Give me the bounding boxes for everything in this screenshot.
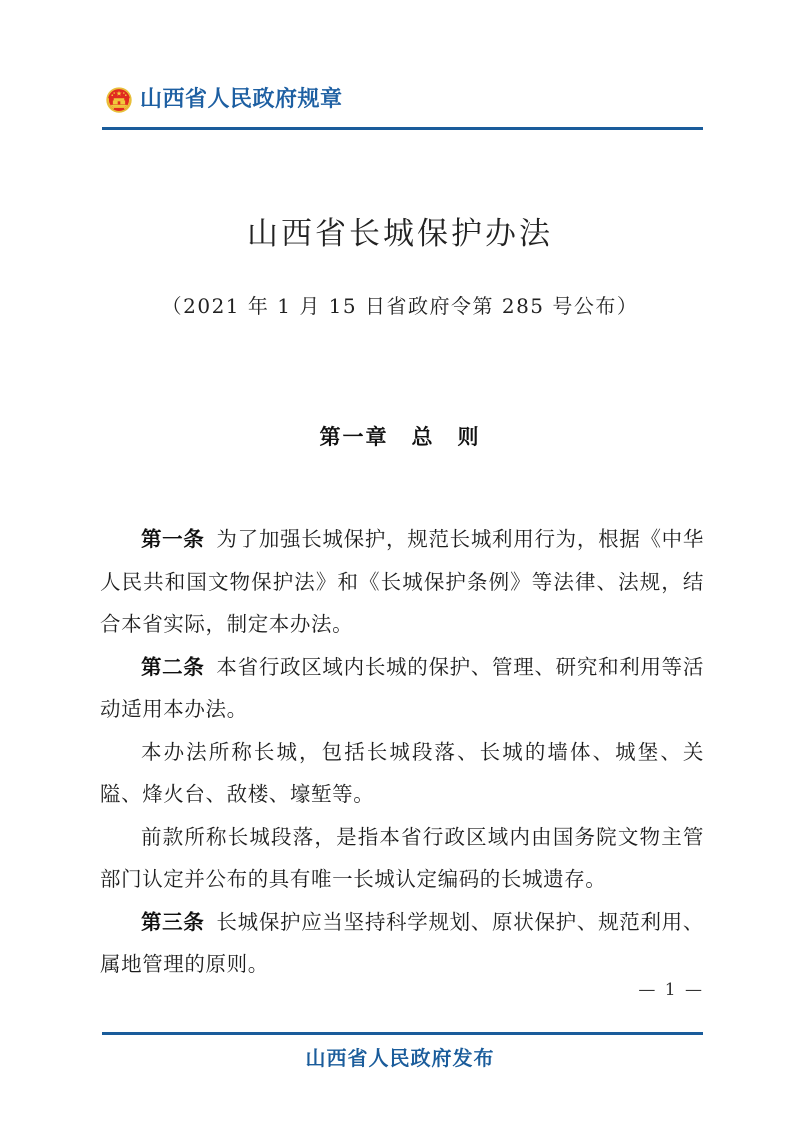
- article-paragraph: [100, 901, 704, 986]
- publisher-footer: 山西省人民政府发布: [305, 1046, 495, 1070]
- article-text: 前款所称长城段落，是指本省行政区域内由国务院文物主管部门认定并公布的具有唯一长城认定编码的长城遗存。: [100, 824, 704, 891]
- header-title: 山西省人民政府规章: [140, 87, 343, 112]
- page-number: — 1 —: [638, 980, 704, 1000]
- document-title: 山西省长城保护办法: [247, 216, 553, 252]
- document-subtitle: （2021 年 1 月 15 日省政府令第 285 号公布）: [161, 294, 639, 318]
- document-header: [105, 82, 705, 118]
- article-text: 为了加强长城保护，规范长城利用行为，根据《中华人民共和国文物保护法》和《长城保护条例》等法律、法规，结合本省实际，制定本办法。: [100, 527, 704, 636]
- article-text: 本省行政区域内长城的保护、管理、研究和利用等活动适用本办法。: [100, 654, 704, 721]
- article-paragraph: [100, 518, 704, 646]
- article-number: 第三条: [141, 909, 205, 934]
- article-paragraph: [100, 816, 704, 901]
- article-text: 长城保护应当坚持科学规划、原状保护、规范利用、属地管理的原则。: [100, 909, 704, 976]
- document-body: [100, 518, 704, 986]
- national-emblem-icon: [105, 86, 133, 114]
- article-number: 第一条: [141, 527, 205, 551]
- article-paragraph: [100, 731, 704, 816]
- header-divider: [102, 127, 703, 130]
- chapter-heading: 第一章 总 则: [319, 425, 481, 449]
- article-number: 第二条: [141, 654, 205, 679]
- article-paragraph: [100, 646, 704, 731]
- article-text: 本办法所称长城，包括长城段落、长城的墙体、城堡、关隘、烽火台、敌楼、壕堑等。: [100, 739, 704, 806]
- footer-divider: [102, 1032, 703, 1035]
